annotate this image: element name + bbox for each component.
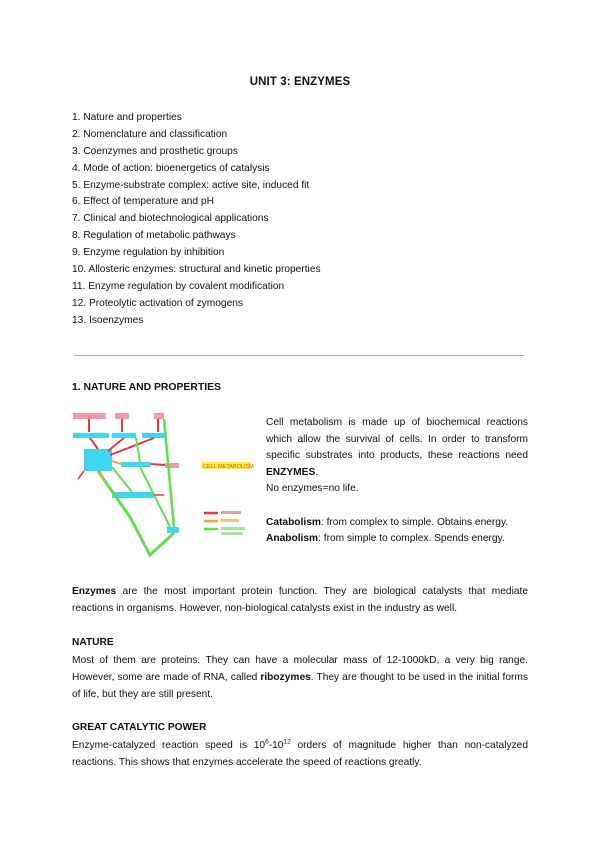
nature-heading: NATURE: [72, 637, 114, 648]
metabolism-paragraph: Cell metabolism is made up of biochemical reactions which allow the survival of cells. In order to transform specific substrates into products, these reactions need ENZYMES.: [266, 417, 528, 478]
catalytic-power-paragraph: Enzyme-catalyzed reaction speed is $10^6-10^{12}$ orders of magnitude higher than non-catalyzed reactions. This shows that enzymes accelerate the speed of reactions greatly.: [72, 738, 528, 768]
toc-item: 2. Nomenclature and classification: [72, 128, 228, 140]
diagram-box: [154, 413, 164, 419]
legend-text: [221, 532, 243, 535]
anabolism-line: Anabolism: from simple to complex. Spends energy.: [266, 533, 505, 545]
catalytic-power-heading: GREAT CATALYTIC POWER: [72, 722, 207, 733]
legend-text: [221, 527, 245, 530]
nature-paragraph: Most of them are proteins. They can have a molecular mass of 12-1000kD, a very big range. However, some are made of RNA, called ribozymes. They are thought to be used in the initial forms of life, but they are still present.: [72, 655, 528, 700]
toc-item: 12. Proteolytic activation of zymogens: [72, 297, 244, 309]
catabolism-line: Catabolism: from complex to simple. Obtains energy.: [266, 516, 509, 528]
toc-item: 11. Enzyme regulation by covalent modification: [72, 280, 285, 292]
toc-item: 13. Isoenzymes: [72, 314, 144, 326]
horizontal-divider: [74, 355, 524, 356]
diagram-box: [112, 492, 154, 498]
no-enzymes-line: No enzymes=no life.: [266, 483, 359, 495]
legend-text: [221, 511, 241, 514]
enzymes-paragraph: Enzymes are the most important protein function. They are biological catalysts that mediate reactions in organisms. However, non-biological catalysts exist in the industry as well.: [72, 586, 528, 614]
legend-text: [221, 519, 239, 522]
metabolism-description: [266, 415, 528, 548]
toc-item: 10. Allosteric enzymes: structural and kinetic properties: [72, 264, 321, 276]
diagram-box: [73, 433, 109, 438]
page-title: UNIT 3: ENZYMES: [249, 76, 351, 88]
toc-item: 6. Effect of temperature and pH: [72, 196, 214, 208]
toc-item: 9. Enzyme regulation by inhibition: [72, 247, 225, 259]
toc-item: 7. Clinical and biotechnological applications: [72, 213, 269, 225]
section-heading: 1. NATURE AND PROPERTIES: [72, 382, 221, 393]
diagram-box: [121, 462, 151, 467]
toc-item: 3. Coenzymes and prosthetic groups: [72, 145, 238, 157]
toc-item: 5. Enzyme-substrate complex: active site, induced fit: [72, 179, 310, 191]
diagram-box: [84, 449, 112, 471]
toc-item: 8. Regulation of metabolic pathways: [72, 230, 236, 242]
toc-item: 4. Mode of action: bioenergetics of catalysis: [72, 162, 270, 174]
table-of-contents: [72, 110, 321, 330]
diagram-box: [73, 413, 106, 419]
diagram-box: [115, 413, 129, 419]
diagram-label: CELL METABOLISM: [203, 464, 254, 470]
diagram-box: [112, 433, 136, 438]
cell-metabolism-diagram: [70, 407, 255, 562]
diagram-box: [142, 433, 166, 438]
toc-item: 1. Nature and properties: [72, 112, 182, 123]
